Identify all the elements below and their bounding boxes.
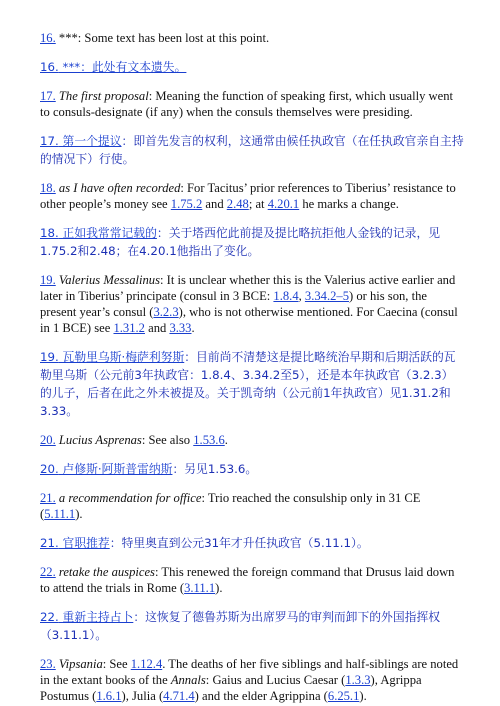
cross-ref-link[interactable]: 1.75.2 bbox=[170, 197, 203, 211]
note-20-en bbox=[40, 432, 464, 448]
note-text: : For Tacitus’ prior references to Tiberius’ resistance to other people’s money see bbox=[40, 181, 456, 211]
cross-ref-link[interactable]: 2.48 bbox=[226, 197, 249, 211]
note-text: ：这恢复了德鲁苏斯为出席罗马的审判而卸下的外国指挥权（3.11.1）。 bbox=[40, 610, 441, 642]
note-text: : Gaius and Lucius Caesar ( bbox=[205, 673, 346, 687]
note-22-zh bbox=[40, 608, 464, 644]
note-number-link[interactable]: 18. 正如我常常记载的 bbox=[40, 226, 157, 240]
cross-ref-link[interactable]: 4.71.4 bbox=[163, 689, 195, 703]
note-text: ). bbox=[75, 507, 83, 521]
cross-ref-link[interactable]: 4.20.1 bbox=[267, 197, 300, 211]
note-heading: Vipsania bbox=[58, 657, 103, 671]
note-text: he marks a change. bbox=[299, 197, 399, 211]
cross-ref-link[interactable]: 3.34.2–5 bbox=[304, 289, 349, 303]
note-text: ：目前尚不清楚这是提比略统治早期和后期活跃的瓦勒里乌斯（公元前3年执政官：1.8.4、3.34.2至5），还是本年执政官（3.2.3）的儿子，后者在此之外未被提及。关于凯奇纳（公元前1年执政官）见1.31.2和3.33。 bbox=[40, 350, 456, 418]
note-text: ) and the elder Agrippina ( bbox=[194, 689, 328, 703]
note-text: : Trio reached the consulship only in 31 CE ( bbox=[40, 491, 421, 521]
note-text: ***: Some text has been lost at this point. bbox=[55, 31, 270, 45]
cross-ref-link[interactable]: 1.6.1 bbox=[96, 689, 122, 703]
note-number-link[interactable]: 17. 第一个提议 bbox=[40, 134, 122, 148]
note-text: ). bbox=[359, 689, 367, 703]
note-19-en bbox=[40, 272, 464, 336]
note-number-link[interactable]: 17. bbox=[40, 89, 56, 103]
note-text: ), Agrippa Postumus ( bbox=[40, 673, 422, 703]
note-number-link[interactable]: 18. bbox=[40, 181, 56, 195]
cross-ref-link[interactable]: 1.8.4 bbox=[273, 289, 299, 303]
note-text: : See also bbox=[141, 433, 194, 447]
note-21-zh bbox=[40, 534, 464, 552]
note-20-zh bbox=[40, 460, 464, 478]
note-heading: retake the auspices bbox=[58, 565, 155, 579]
note-text: . The deaths of her five siblings and half-siblings are noted in the extant books of the bbox=[40, 657, 459, 687]
note-number-link[interactable]: 19. bbox=[40, 273, 56, 287]
note-text: ：即首先发言的权利，这通常由候任执政官（在任执政官亲自主持的情况下）行使。 bbox=[40, 134, 464, 166]
cross-ref-link[interactable]: 3.33 bbox=[169, 321, 192, 335]
book-title: Annals bbox=[170, 673, 206, 687]
note-text: and bbox=[202, 197, 227, 211]
note-18-en bbox=[40, 180, 464, 212]
note-16-en bbox=[40, 30, 464, 46]
note-number-link[interactable]: 20. bbox=[40, 433, 56, 447]
note-16-zh bbox=[40, 58, 464, 76]
note-number-link[interactable]: 22. 重新主持占卜 bbox=[40, 610, 134, 624]
note-text: ; at bbox=[248, 197, 268, 211]
note-text: . bbox=[191, 321, 195, 335]
cross-ref-link[interactable]: 1.12.4 bbox=[130, 657, 163, 671]
note-17-en bbox=[40, 88, 464, 120]
note-text: : See bbox=[102, 657, 131, 671]
note-text: : This renewed the foreign command that Drusus laid down to attend the trials in Rome ( bbox=[40, 565, 455, 595]
note-21-en bbox=[40, 490, 464, 522]
note-number-link[interactable]: 21. 官职推荐 bbox=[40, 536, 110, 550]
cross-ref-link[interactable]: 5.11.1 bbox=[44, 507, 76, 521]
note-19-zh bbox=[40, 348, 464, 420]
note-text: ：另见1.53.6。 bbox=[172, 462, 258, 476]
note-number-link[interactable]: 23. bbox=[40, 657, 56, 671]
note-heading: Valerius Messalinus bbox=[58, 273, 161, 287]
note-text: ). bbox=[215, 581, 223, 595]
note-number-link[interactable]: 20. 卢修斯·阿斯普雷纳斯 bbox=[40, 462, 173, 476]
note-heading: The first proposal bbox=[58, 89, 149, 103]
note-text: . bbox=[224, 433, 228, 447]
note-17-zh bbox=[40, 132, 464, 168]
cross-ref-link[interactable]: 3.2.3 bbox=[153, 305, 179, 319]
cross-ref-link[interactable]: 1.31.2 bbox=[113, 321, 145, 335]
note-22-en bbox=[40, 564, 464, 596]
note-text: : It is unclear whether this is the Valerius active earlier and later in Tiberius’ principate (consul in 3 BCE: bbox=[40, 273, 456, 303]
note-23-en bbox=[40, 656, 464, 704]
note-number-link[interactable]: 21. bbox=[40, 491, 56, 505]
note-text: , bbox=[298, 289, 305, 303]
note-text: ) or his son, the present year’s consul ( bbox=[40, 289, 427, 319]
cross-ref-link[interactable]: 1.3.3 bbox=[345, 673, 371, 687]
note-number-link[interactable]: 22. bbox=[40, 565, 56, 579]
cross-ref-link[interactable]: 3.11.1 bbox=[184, 581, 216, 595]
note-text: ), who is not otherwise mentioned. For Caecina (consul in 1 BCE) see bbox=[40, 305, 458, 335]
note-heading: as I have often recorded bbox=[58, 181, 181, 195]
note-text: ：特里奥直到公元31年才升任执政官（5.11.1）。 bbox=[109, 536, 369, 550]
cross-ref-link[interactable]: 1.53.6 bbox=[193, 433, 225, 447]
note-18-zh bbox=[40, 224, 464, 260]
note-heading: a recommendation for office bbox=[58, 491, 202, 505]
note-text: ), Julia ( bbox=[121, 689, 164, 703]
note-number-link[interactable]: 16. bbox=[40, 31, 56, 45]
cross-ref-link[interactable]: 6.25.1 bbox=[327, 689, 360, 703]
note-text: and bbox=[144, 321, 170, 335]
note-number-link[interactable]: 19. 瓦勒里乌斯·梅萨利努斯 bbox=[40, 350, 185, 364]
note-number-link[interactable]: 16. ***：此处有文本遗失。 bbox=[40, 60, 187, 74]
note-heading: Lucius Asprenas bbox=[58, 433, 142, 447]
note-text: ：关于塔西佗此前提及提比略抗拒他人金钱的记录，见1.75.2和2.48；在4.20.1他指出了变化。 bbox=[40, 226, 441, 258]
note-text: : Meaning the function of speaking first, which usually went to consuls-designate (if any) when the consuls themselves were presiding. bbox=[40, 89, 454, 119]
